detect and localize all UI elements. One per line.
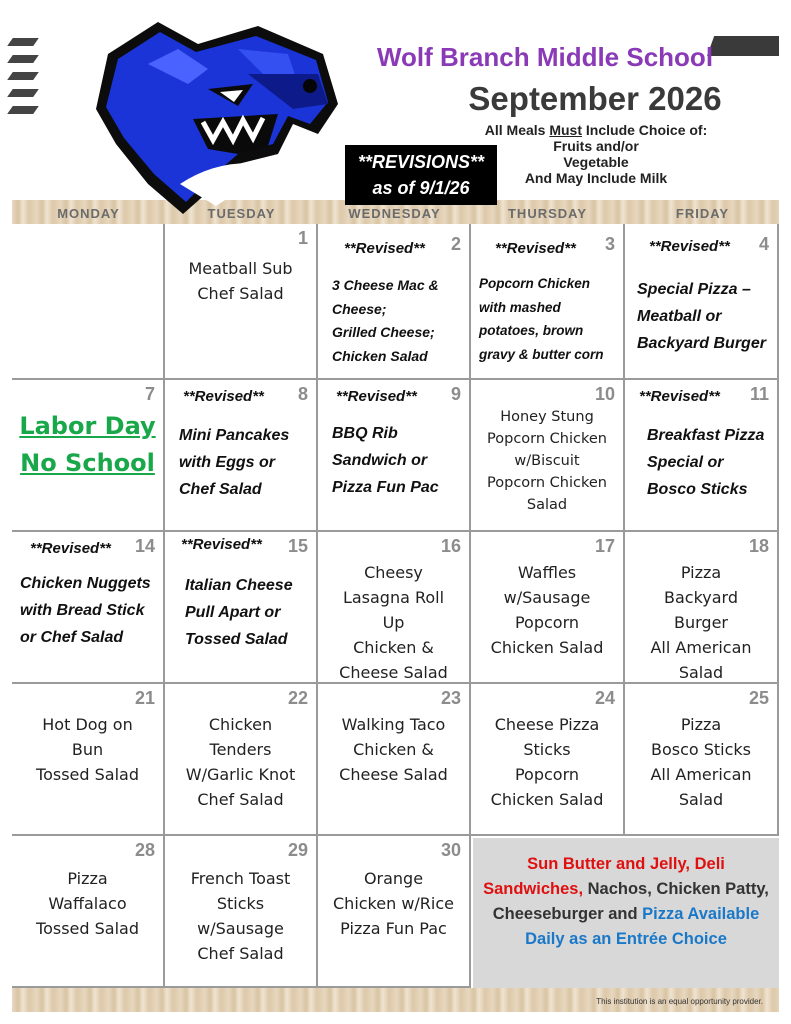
calendar-cell-14 — [12, 532, 165, 684]
menu-line: Chicken Salad — [490, 638, 604, 657]
daily-blue-text: Pizza Available Daily as an Entrée Choice — [525, 905, 760, 948]
menu-line: Salad — [526, 497, 568, 513]
menu-line: Salad — [678, 790, 724, 809]
menu-line: Backyard — [664, 588, 738, 607]
calendar-cell-21 — [12, 684, 165, 836]
menu-text — [332, 420, 439, 501]
day-monday: MONDAY — [57, 206, 120, 221]
menu-line: Tossed Salad — [36, 765, 139, 784]
menu-text — [625, 560, 777, 685]
menu-line: All American — [650, 765, 752, 784]
menu-line: Tossed Salad — [36, 919, 139, 938]
menu-line: Chef Salad — [197, 790, 284, 809]
menu-line: Meatball or — [637, 308, 722, 325]
calendar-cell-25 — [625, 684, 779, 836]
menu-line: Special or — [647, 454, 724, 471]
month-title: September 2026 — [468, 80, 722, 117]
menu-line: Sticks — [216, 894, 265, 913]
menu-line: Salad — [678, 663, 724, 682]
calendar-cell-24 — [471, 684, 625, 836]
menu-line: Pizza — [67, 869, 108, 888]
day-thursday: THURSDAY — [507, 206, 588, 221]
menu-text — [625, 712, 777, 812]
menu-line: Orange — [363, 869, 424, 888]
menu-line: Tenders — [209, 740, 272, 759]
menu-line: Chicken Nuggets — [20, 575, 151, 592]
menu-line: w/Biscuit — [514, 453, 580, 469]
menu-line: Italian Cheese — [185, 577, 293, 594]
menu-line: Lasagna Roll — [342, 588, 445, 607]
menu-line: Chicken Salad — [490, 790, 604, 809]
day-number: 7 — [144, 384, 155, 404]
calendar-cell-empty — [12, 224, 165, 380]
menu-line: Breakfast Pizza — [647, 427, 765, 444]
day-tuesday: TUESDAY — [207, 206, 276, 221]
revised-tag: **Revised** — [495, 240, 576, 257]
day-number: 30 — [440, 840, 461, 860]
menu-line: BBQ Rib — [332, 425, 398, 442]
menu-line: or Chef Salad — [20, 629, 124, 646]
calendar-cell-11 — [625, 380, 779, 532]
day-number: 22 — [287, 688, 308, 708]
day-number: 1 — [297, 228, 308, 248]
menu-line: Pizza — [680, 563, 722, 582]
revised-tag: **Revised** — [344, 240, 425, 257]
menu-text — [165, 866, 316, 966]
menu-line: Special Pizza – — [637, 281, 751, 298]
rule-line-2: Fruits and/or — [553, 138, 639, 154]
day-number: 29 — [287, 840, 308, 860]
menu-line: with Bread Stick — [20, 602, 145, 619]
menu-line: Chicken Salad — [332, 347, 428, 364]
menu-line: Popcorn Chicken — [487, 431, 607, 447]
day-number: 3 — [604, 234, 615, 254]
menu-line: Grilled Cheese; — [332, 324, 435, 340]
day-number: 2 — [450, 234, 461, 254]
day-number: 4 — [758, 234, 769, 254]
menu-line: Popcorn — [514, 613, 580, 632]
rule-suffix: Include Choice of: — [582, 122, 708, 138]
menu-line: Popcorn Chicken — [487, 475, 607, 491]
revisions-line-2: as of 9/1/26 — [372, 178, 470, 198]
day-number: 25 — [748, 688, 769, 708]
menu-text — [179, 422, 289, 503]
calendar-cell-30 — [318, 836, 471, 988]
meal-requirements — [466, 122, 726, 186]
menu-line: Backyard Burger — [637, 335, 766, 352]
calendar-cell-2 — [318, 224, 471, 380]
menu-line: French Toast — [190, 869, 291, 888]
menu-line: Cheese Pizza — [494, 715, 600, 734]
menu-line: Waffles — [517, 563, 577, 582]
menu-line: Waffalaco — [48, 894, 127, 913]
calendar-cell-9 — [318, 380, 471, 532]
day-number: 17 — [594, 536, 615, 556]
day-number: 14 — [134, 536, 155, 556]
revised-tag: **Revised** — [639, 388, 720, 405]
footer-notice: This institution is an equal opportunity provider. — [596, 997, 763, 1006]
day-number: 9 — [450, 384, 461, 404]
calendar-cell-10 — [471, 380, 625, 532]
menu-line: Chef Salad — [197, 944, 284, 963]
menu-line: 3 Cheese Mac & — [332, 277, 439, 293]
menu-line: Pizza Fun Pac — [340, 919, 447, 938]
revisions-banner — [345, 145, 497, 205]
calendar-cell-4 — [625, 224, 779, 380]
menu-text — [12, 866, 163, 941]
menu-line: Meatball Sub — [188, 259, 293, 278]
calendar-cell-18 — [625, 532, 779, 684]
menu-line: Bun — [71, 740, 104, 759]
day-wednesday: WEDNESDAY — [348, 206, 441, 221]
menu-text — [471, 406, 623, 516]
revised-tag: **Revised** — [336, 388, 417, 405]
menu-line: Popcorn — [514, 765, 580, 784]
rule-line-3: Vegetable — [563, 154, 629, 170]
menu-text — [165, 256, 316, 306]
calendar-cell-28 — [12, 836, 165, 988]
menu-line: Chef Salad — [179, 481, 262, 498]
menu-line: w/Sausage — [197, 919, 284, 938]
holiday-line: No School — [20, 449, 155, 477]
menu-line: Bosco Sticks — [647, 481, 748, 498]
revisions-line-1: **REVISIONS** — [357, 152, 485, 172]
menu-text — [12, 712, 163, 787]
menu-line: with Eggs or — [179, 454, 275, 471]
menu-text — [332, 274, 439, 368]
day-number: 21 — [134, 688, 155, 708]
menu-line: Cheese; — [332, 300, 387, 317]
rule-must: Must — [549, 122, 583, 138]
menu-text — [471, 712, 623, 812]
menu-line: Hot Dog on — [42, 715, 133, 734]
daily-dark-text: Nachos, Chicken Patty, Cheeseburger and — [492, 880, 769, 923]
day-number: 28 — [134, 840, 155, 860]
menu-line: Tossed Salad — [185, 631, 288, 648]
revised-tag: **Revised** — [30, 540, 111, 557]
calendar-cell-16 — [318, 532, 471, 684]
menu-line: w/Sausage — [503, 588, 591, 607]
rule-prefix: All Meals — [484, 122, 550, 138]
menu-line: with mashed — [479, 299, 561, 315]
calendar-cell-23 — [318, 684, 471, 836]
menu-line: Bosco Sticks — [650, 740, 752, 759]
menu-line: Up — [382, 613, 405, 632]
menu-text — [318, 712, 469, 787]
calendar-cell-17 — [471, 532, 625, 684]
menu-text — [20, 570, 151, 651]
menu-text — [647, 422, 764, 503]
menu-line: potatoes, brown — [479, 323, 584, 338]
menu-line: Popcorn Chicken — [479, 276, 591, 291]
day-number: 10 — [594, 384, 615, 404]
menu-text — [318, 560, 469, 685]
menu-text — [637, 276, 766, 357]
calendar-cell-8 — [165, 380, 318, 532]
day-number: 16 — [440, 536, 461, 556]
day-number: 18 — [748, 536, 769, 556]
menu-line: Sandwich or — [332, 452, 428, 469]
revised-tag: **Revised** — [181, 536, 262, 553]
menu-line: Sticks — [523, 740, 571, 759]
decorative-stripes — [10, 38, 36, 123]
menu-line: Chef Salad — [197, 284, 284, 303]
menu-line: Honey Stung — [500, 409, 594, 425]
day-number: 24 — [594, 688, 615, 708]
menu-line: W/Garlic Knot — [185, 765, 296, 784]
menu-line: gravy & butter corn — [479, 346, 604, 362]
menu-text — [318, 866, 469, 941]
calendar-cell-29 — [165, 836, 318, 988]
menu-text — [165, 712, 316, 812]
day-number: 23 — [440, 688, 461, 708]
menu-line: Chicken & — [353, 740, 434, 759]
rule-line-4: And May Include Milk — [524, 170, 668, 186]
day-number: 8 — [297, 384, 308, 404]
menu-text — [479, 272, 604, 366]
revised-tag: **Revised** — [649, 238, 730, 255]
daily-red-text: Sun Butter and Jelly, Deli Sandwiches, — [483, 855, 725, 898]
day-friday: FRIDAY — [675, 206, 730, 221]
calendar-cell-7 — [12, 380, 165, 532]
menu-line: Chicken & — [353, 638, 434, 657]
calendar-cell-22 — [165, 684, 318, 836]
menu-line: Cheese Salad — [339, 663, 448, 682]
menu-line: Pizza — [680, 715, 722, 734]
revised-tag: **Revised** — [183, 388, 264, 405]
menu-line: All American — [650, 638, 752, 657]
menu-line: Walking Taco — [341, 715, 446, 734]
holiday-text — [12, 408, 163, 482]
wolf-mascot-icon — [88, 14, 350, 214]
menu-text — [471, 560, 623, 660]
day-number: 15 — [287, 536, 308, 556]
calendar-cell-1 — [165, 224, 318, 380]
menu-text — [185, 572, 293, 653]
daily-entree-box — [473, 838, 779, 988]
calendar-cell-3 — [471, 224, 625, 380]
menu-line: Chicken — [208, 715, 273, 734]
menu-line: Pull Apart or — [185, 604, 281, 621]
menu-line: Chicken w/Rice — [333, 894, 454, 913]
day-number: 11 — [749, 384, 769, 404]
menu-line: Cheesy — [364, 563, 423, 582]
menu-line: Cheese Salad — [339, 765, 448, 784]
menu-line: Mini Pancakes — [179, 427, 290, 444]
calendar-cell-15 — [165, 532, 318, 684]
school-name: Wolf Branch Middle School — [376, 42, 714, 72]
menu-line: Pizza Fun Pac — [332, 479, 439, 496]
holiday-line: Labor Day — [19, 412, 156, 440]
menu-line: Burger — [674, 613, 728, 632]
